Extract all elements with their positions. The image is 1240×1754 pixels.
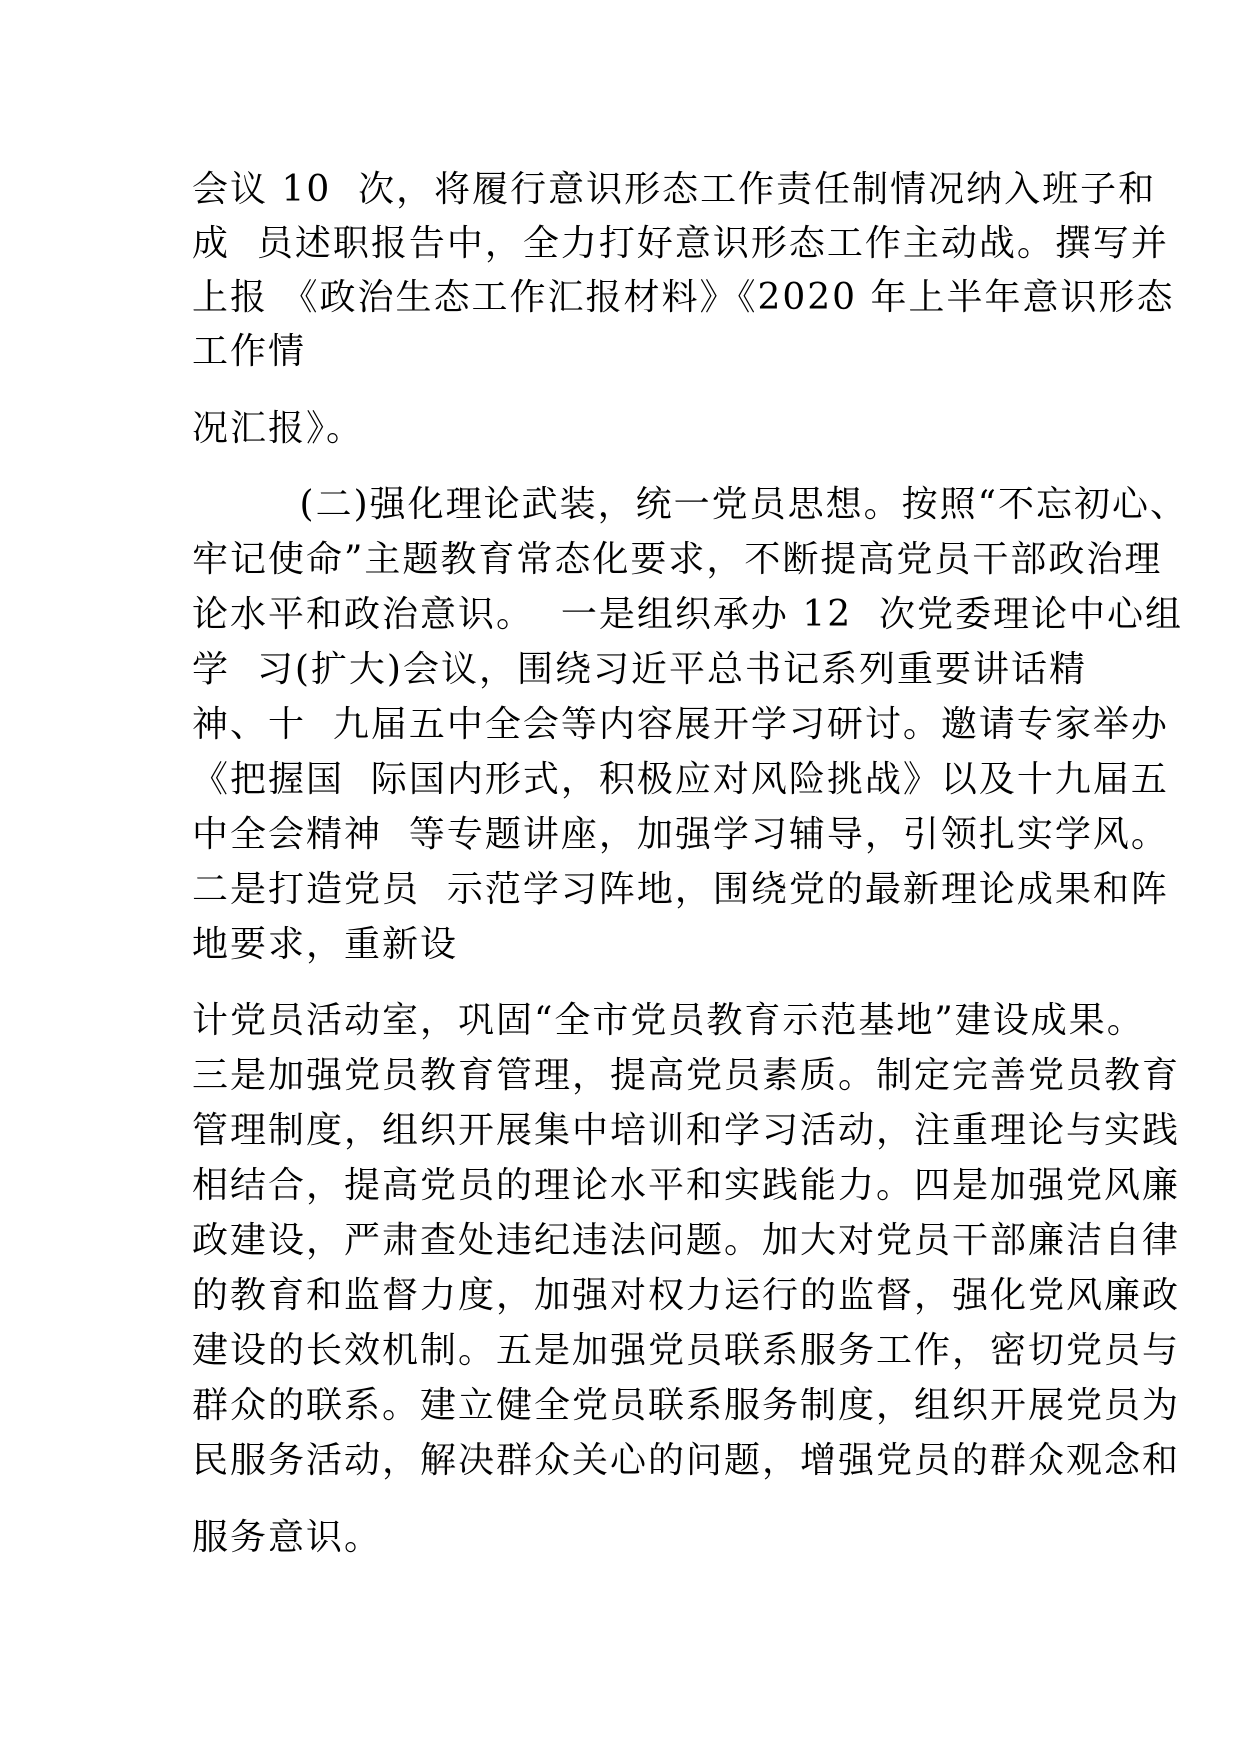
text-line: 《把握国 际国内形式，积极应对风险挑战》以及十九届五 bbox=[192, 759, 1169, 800]
text-line: 学 习(扩大)会议，围绕习近平总书记系列重要讲话精 bbox=[192, 649, 1087, 690]
text-line: 牢记使命”主题教育常态化要求，不断提高党员干部政治理 bbox=[192, 539, 1163, 580]
text-line: 建设的长效机制。五是加强党员联系服务工作，密切党员与 bbox=[192, 1330, 1181, 1371]
text-line: 成 员述职报告中，全力打好意识形态工作主动战。撰写并 bbox=[192, 223, 1169, 264]
text-line: 地要求，重新设 bbox=[192, 924, 459, 965]
text-line: 上报 《政治生态工作汇报材料》《2020 年上半年意识形态 bbox=[192, 277, 1175, 318]
text-line: 况汇报》。 bbox=[192, 408, 365, 449]
text-line: 相结合，提高党员的理论水平和实践能力。四是加强党风廉 bbox=[192, 1165, 1181, 1206]
text-line: 中全会精神 等专题讲座，加强学习辅导，引领扎实学风。 bbox=[192, 814, 1169, 855]
text-line: 政建设，严肃查处违纪违法问题。加大对党员干部廉洁自律 bbox=[192, 1220, 1181, 1261]
text-line: 三是加强党员教育管理，提高党员素质。制定完善党员教育 bbox=[192, 1055, 1181, 1096]
text-line: 的教育和监督力度，加强对权力运行的监督，强化党风廉政 bbox=[192, 1275, 1181, 1316]
paragraph-start-line: (二)强化理论武装，统一党员思想。按照“不忘初心、 bbox=[192, 484, 1189, 525]
text-line: 民服务活动，解决群众关心的问题，增强党员的群众观念和 bbox=[192, 1440, 1181, 1481]
text-line: 会议 10 次，将履行意识形态工作责任制情况纳入班子和 bbox=[192, 169, 1157, 210]
text-line: 二是打造党员 示范学习阵地，围绕党的最新理论成果和阵 bbox=[192, 869, 1169, 910]
text-line: 服务意识。 bbox=[192, 1517, 383, 1558]
text-line: 管理制度，组织开展集中培训和学习活动，注重理论与实践 bbox=[192, 1110, 1181, 1151]
text-line: 群众的联系。建立健全党员联系服务制度，组织开展党员为 bbox=[192, 1385, 1181, 1426]
text-line: 神、十 九届五中全会等内容展开学习研讨。邀请专家举办 bbox=[192, 704, 1169, 745]
text-line: 论水平和政治意识。 一是组织承办 12 次党委理论中心组 bbox=[192, 594, 1184, 635]
text-line: 工作情 bbox=[192, 331, 307, 372]
text-line: 计党员活动室，巩固“全市党员教育示范基地”建设成果。 bbox=[192, 1000, 1145, 1041]
